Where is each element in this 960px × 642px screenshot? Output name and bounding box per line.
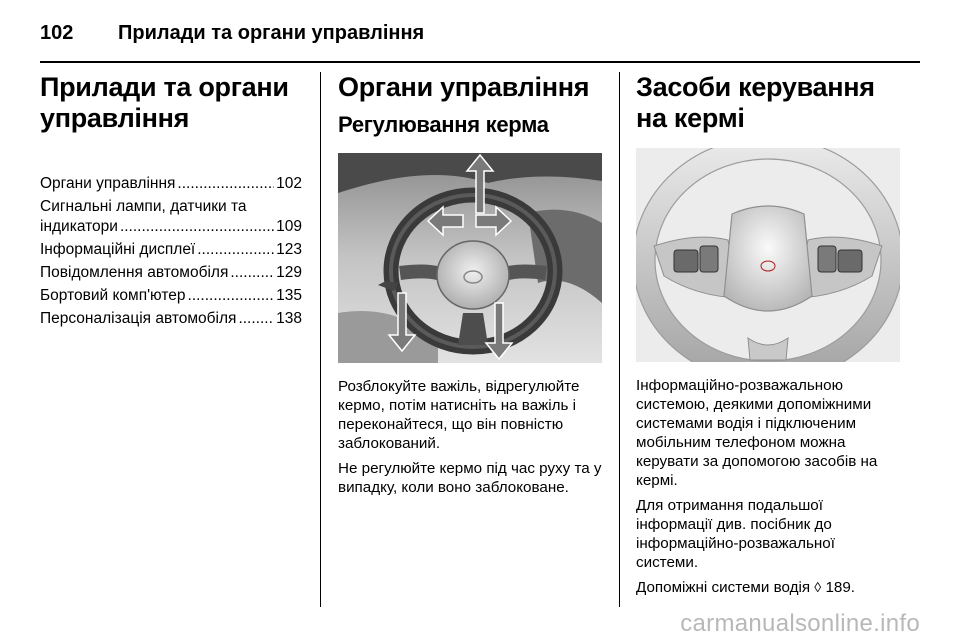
header-rule [40, 61, 920, 63]
toc-leader [120, 217, 274, 237]
toc-entry-label: Сигнальні лампи, датчики та [40, 198, 247, 215]
cross-reference-page: 189. [825, 579, 856, 596]
toc-leader [177, 174, 274, 194]
column-controls [338, 72, 602, 503]
toc-entry-page: 138 [276, 310, 302, 327]
wheel-controls-illustration [636, 148, 900, 362]
toc-entry[interactable] [40, 309, 302, 329]
reference-paragraph: Для отримання подальшої інформації див. посібник до інформаційно-розважальної системи. [636, 497, 835, 571]
steering-adjustment-illustration [338, 153, 602, 363]
toc-entry-label: Органи управління [40, 175, 176, 192]
toc-entry-page: 123 [276, 241, 302, 258]
column-wheel-controls [636, 72, 900, 603]
instruction-paragraph: Розблокуйте важіль, відрегулюйте кермо, потім натисніть на важіль і переконайтеся, що він повністю заблокований. [338, 378, 580, 452]
toc-entry[interactable] [40, 174, 302, 194]
toc-leader [188, 286, 275, 306]
toc-entry-page: 102 [276, 175, 302, 192]
cross-reference[interactable] [636, 578, 900, 597]
chapter-title: Прилади та органи управління [40, 72, 289, 133]
running-title: Прилади та органи управління [118, 21, 425, 44]
toc-entry[interactable] [40, 286, 302, 306]
warning-paragraph: Не регулюйте кермо під час руху та у випадку, коли воно заблоковане. [338, 460, 602, 496]
toc-entry[interactable] [40, 263, 302, 283]
toc-entry-page: 109 [276, 218, 302, 235]
column-contents [40, 72, 302, 332]
page-number: 102 [40, 21, 74, 44]
page-header [40, 18, 424, 48]
toc-entry-page: 129 [276, 264, 302, 281]
toc-entry[interactable] [40, 240, 302, 260]
steering-wheel-controls-icon [636, 148, 900, 362]
toc-entry-label: індикатори [40, 218, 118, 235]
reference-arrow-icon: ◊ [814, 579, 822, 595]
section-title: Органи управління [338, 72, 590, 102]
toc-leader [197, 240, 274, 260]
toc-entry-page: 135 [276, 287, 302, 304]
steering-wheel-icon [338, 153, 602, 363]
toc-entry[interactable] [40, 197, 302, 237]
description-paragraph: Інформаційно-розважальною системою, деякими допоміжними системами водія і підключеним мобільним телефоном можна керувати за допомогою засобів на кермі. [636, 377, 878, 489]
toc-entry-label: Повідомлення автомобіля [40, 264, 229, 281]
column-divider [619, 72, 620, 607]
watermark: carmanualsonline.info [680, 610, 920, 637]
toc-leader [230, 263, 274, 283]
toc-leader [238, 309, 274, 329]
column-divider [320, 72, 321, 607]
table-of-contents [40, 174, 302, 329]
toc-entry-label: Персоналізація автомобіля [40, 310, 237, 327]
subsection-title: Регулювання керма [338, 112, 549, 137]
section-title: Засоби керування на кермі [636, 72, 875, 133]
toc-entry-label: Інформаційні дисплеї [40, 241, 196, 258]
cross-reference-label: Допоміжні системи водія [636, 579, 811, 596]
toc-entry-label: Бортовий комп'ютер [40, 287, 186, 304]
